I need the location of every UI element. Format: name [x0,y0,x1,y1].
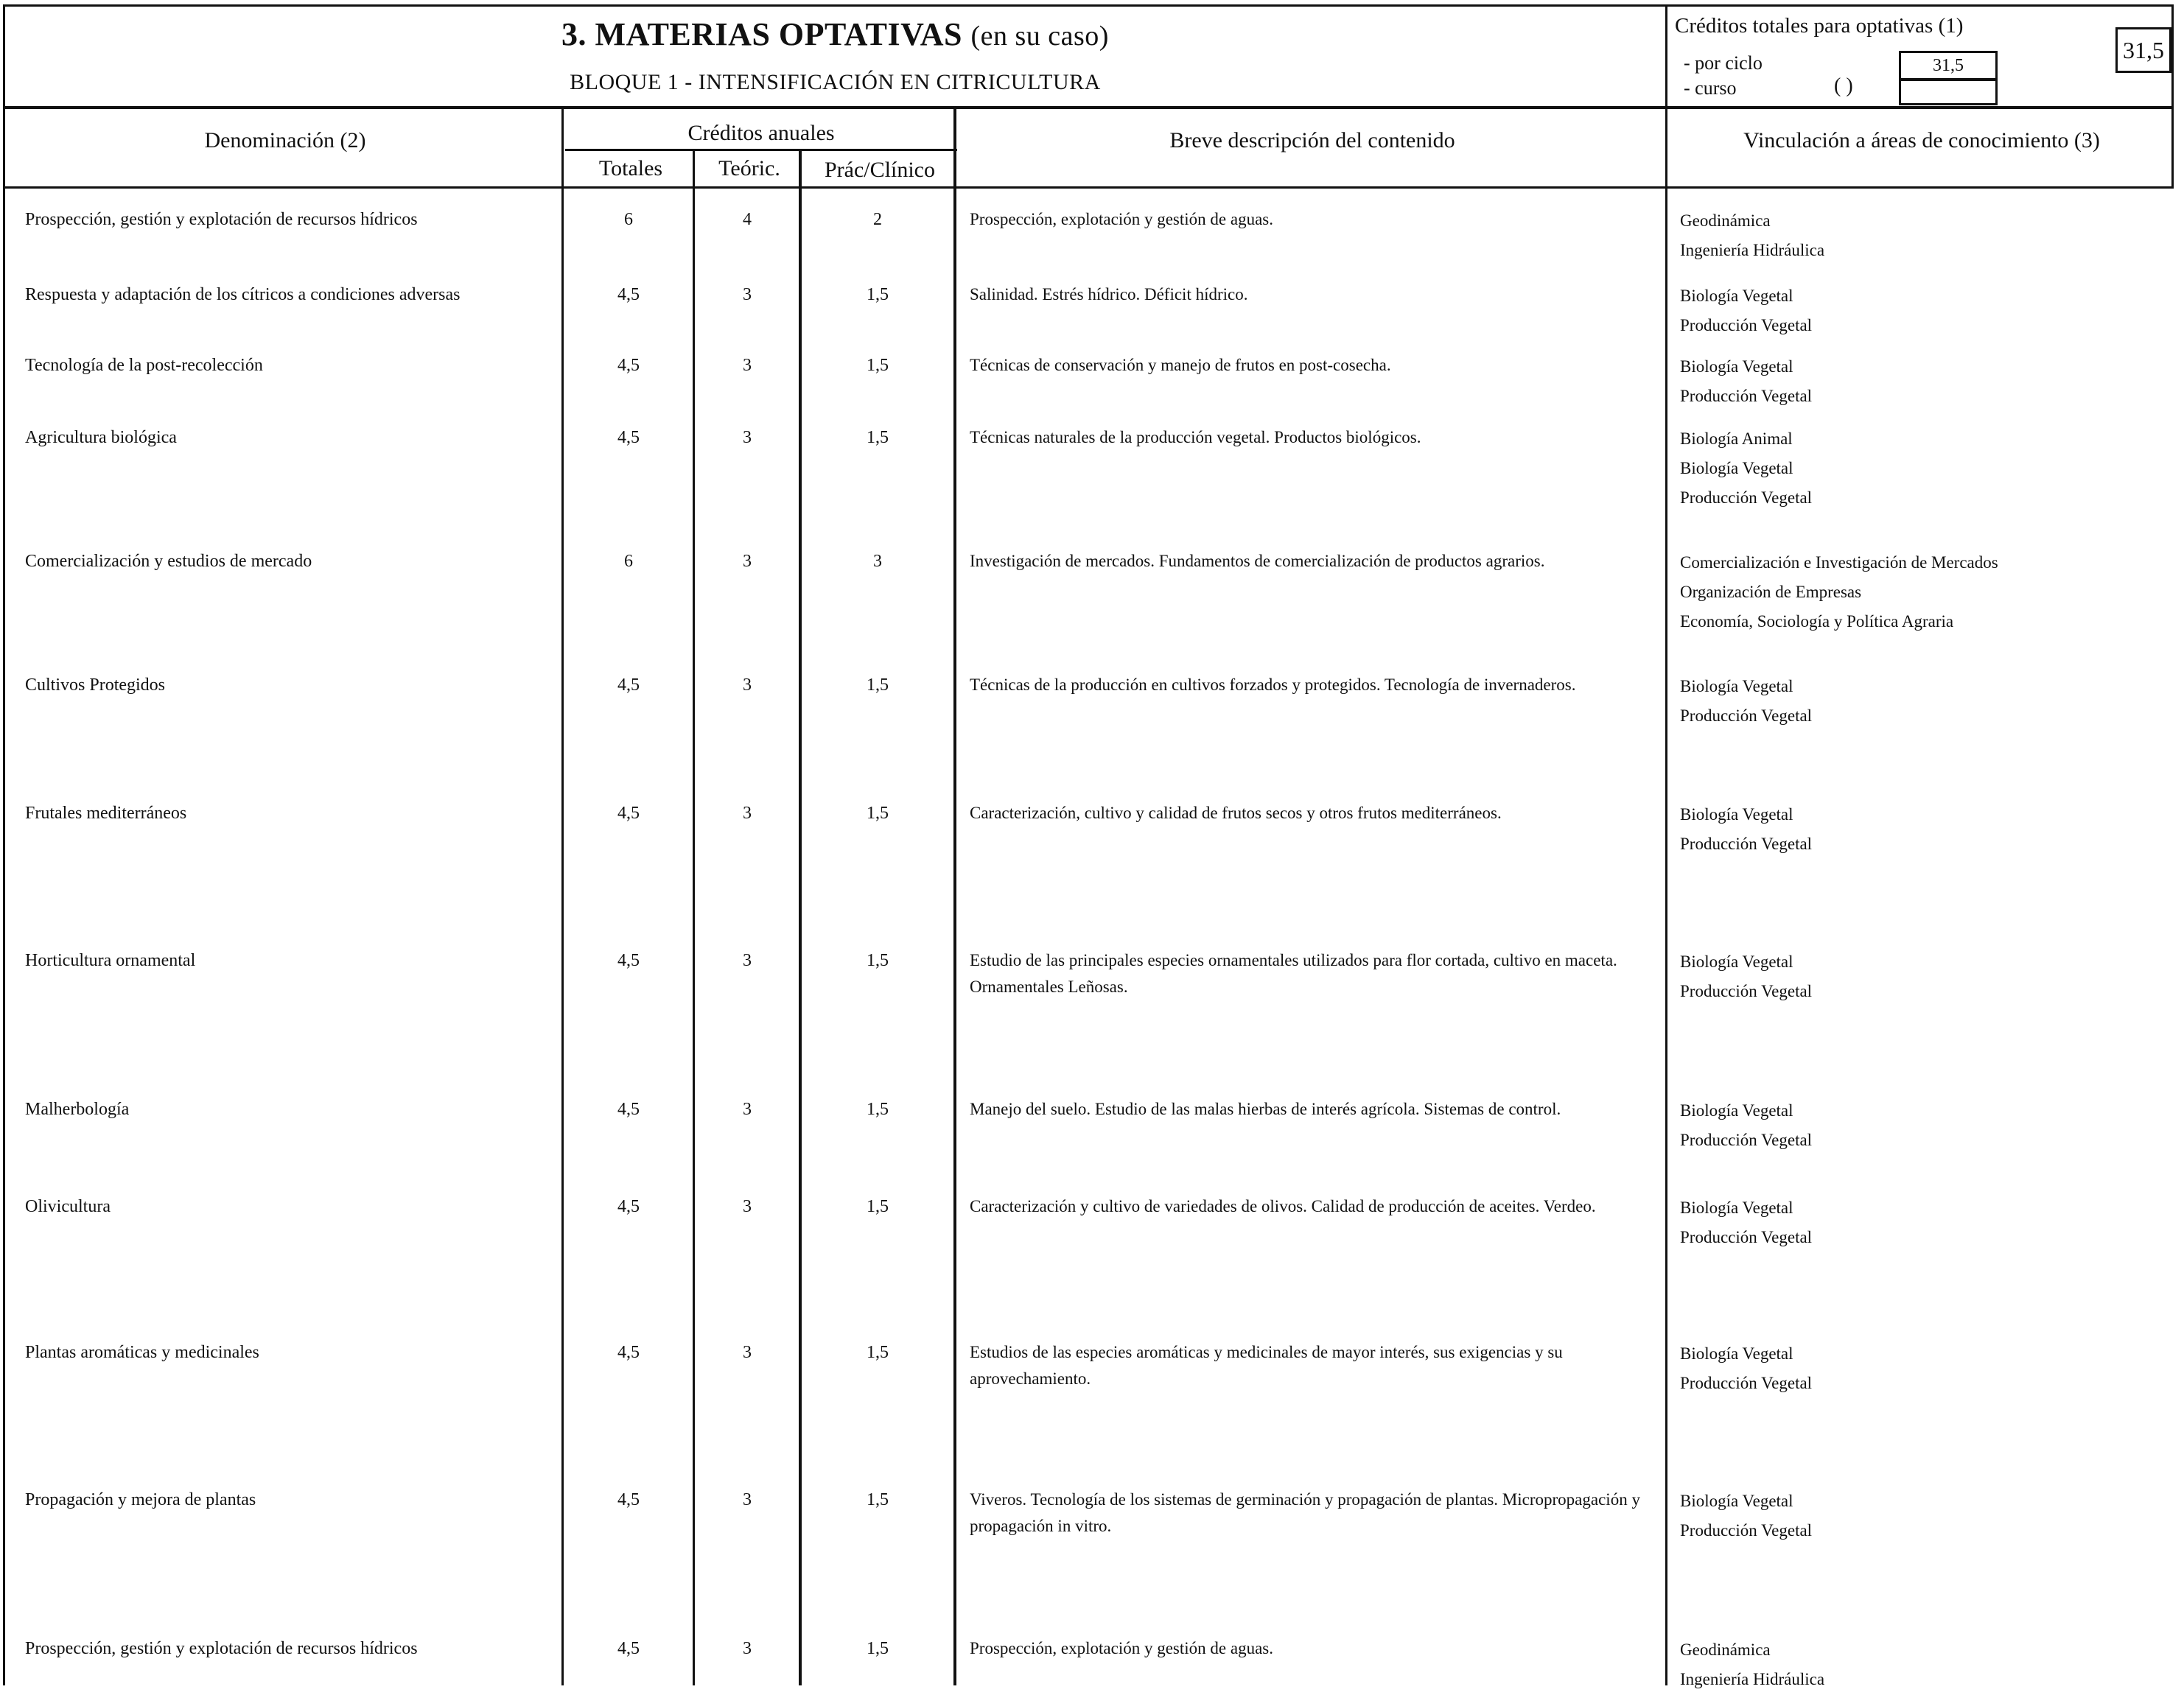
credits-theory: 3 [743,285,752,304]
knowledge-areas [1680,548,2166,636]
credits-practice: 1,5 [867,1490,889,1509]
content-description: Técnicas naturales de la producción vegetal. Productos biológicos. [970,428,1421,446]
knowledge-area: Ingeniería Hidráulica [1680,1670,1825,1688]
credits-practice: 1,5 [867,285,889,304]
por-ciclo-label: - por ciclo [1684,52,1763,74]
knowledge-area: Biología Vegetal [1680,1344,1793,1363]
content-description: Caracterización y cultivo de variedades de olivos. Calidad de producción de aceites. Verdeo. [970,1197,1596,1215]
knowledge-areas [1680,800,2166,859]
credits-theory: 3 [743,1343,752,1362]
credits-practice: 1,5 [867,951,889,970]
knowledge-areas [1680,947,2166,1006]
col-teoricos: Teóric. [718,156,780,180]
credits-summary [1667,7,2176,106]
knowledge-areas [1680,1487,2166,1545]
knowledge-area: Producción Vegetal [1680,835,1813,853]
subject-name: Plantas aromáticas y medicinales [25,1343,259,1362]
knowledge-area: Biología Vegetal [1680,1101,1793,1120]
col-creditos: Créditos anuales [687,121,835,145]
header-title-area [5,7,1667,106]
knowledge-area: Producción Vegetal [1680,706,1813,725]
knowledge-area: Comercialización e Investigación de Mercados [1680,553,1998,572]
credits-practice: 1,5 [867,1639,889,1658]
knowledge-areas [1680,1635,2166,1694]
content-description: Prospección, explotación y gestión de aguas. [970,210,1273,228]
credits-total: 6 [624,210,633,229]
content-description: Estudio de las principales especies ornamentales utilizados para flor cortada, cultivo en maceta. Ornamentales Leñosas. [970,951,1617,996]
credits-practice: 1,5 [867,1100,889,1119]
knowledge-area: Organización de Empresas [1680,583,1862,601]
knowledge-area: Biología Animal [1680,429,1793,448]
knowledge-area: Ingeniería Hidráulica [1680,241,1825,259]
knowledge-area: Producción Vegetal [1680,316,1813,334]
credits-total: 4,5 [617,428,640,447]
credits-total: 4,5 [617,675,640,695]
credits-practice: 1,5 [867,356,889,375]
curso-label: - curso [1684,77,1737,99]
col-descripcion: Breve descripción del contenido [1169,128,1455,152]
knowledge-areas [1680,206,2166,265]
content-description: Salinidad. Estrés hídrico. Déficit hídrico. [970,285,1248,303]
knowledge-area: Producción Vegetal [1680,1228,1813,1246]
page-title [5,15,1665,53]
optativas-table [3,189,2174,1691]
col-vinculacion: Vinculación a áreas de conocimiento (3) [1743,128,2100,152]
credits-total: 4,5 [617,951,640,970]
subject-name: Malherbología [25,1100,130,1119]
subject-name: Propagación y mejora de plantas [25,1490,256,1509]
credits-theory: 3 [743,951,752,970]
credits-total: 4,5 [617,1100,640,1119]
knowledge-area: Geodinámica [1680,1640,1771,1659]
total-credits-box: 31,5 [2115,27,2171,73]
knowledge-area: Biología Vegetal [1680,1199,1793,1217]
subject-name: Tecnología de la post-recolección [25,356,263,375]
por-ciclo-box: 31,5 [1899,51,1998,80]
credits-theory: 3 [743,1100,752,1119]
knowledge-area: Biología Vegetal [1680,1492,1793,1510]
credits-practice: 1,5 [867,1343,889,1362]
subject-name: Prospección, gestión y explotación de recursos hídricos [25,210,418,229]
knowledge-area: Biología Vegetal [1680,357,1793,376]
credits-practice: 2 [873,210,882,229]
credits-total: 4,5 [617,1490,640,1509]
credits-title: Créditos totales para optativas (1) [1675,14,1964,38]
knowledge-areas [1680,1193,2166,1252]
credits-theory: 3 [743,356,752,375]
content-description: Viveros. Tecnología de los sistemas de germinación y propagación de plantas. Micropropagación y propagación in vitro. [970,1490,1640,1535]
subject-name: Prospección, gestión y explotación de recursos hídricos [25,1639,418,1658]
credits-total: 4,5 [617,804,640,823]
col-practicos: Prác/Clínico [825,158,935,182]
content-description: Técnicas de conservación y manejo de frutos en post-cosecha. [970,356,1391,374]
credits-theory: 3 [743,675,752,695]
knowledge-area: Geodinámica [1680,211,1771,230]
knowledge-areas [1680,281,2166,340]
title-suffix: (en su caso) [970,21,1109,52]
knowledge-areas [1680,352,2166,411]
subject-name: Frutales mediterráneos [25,804,187,823]
credits-theory: 4 [743,210,752,229]
credits-practice: 1,5 [867,675,889,695]
col-denominacion: Denominación (2) [204,128,366,152]
curso-paren: ( ) [1834,74,1853,97]
credits-theory: 3 [743,804,752,823]
knowledge-area: Producción Vegetal [1680,1521,1813,1540]
knowledge-area: Economía, Sociología y Política Agraria [1680,612,1954,631]
credits-theory: 3 [743,1197,752,1216]
col-totales: Totales [598,156,663,180]
knowledge-areas [1680,1096,2166,1155]
credits-total: 4,5 [617,1197,640,1216]
content-description: Técnicas de la producción en cultivos forzados y protegidos. Tecnología de invernaderos. [970,675,1576,694]
credits-practice: 1,5 [867,428,889,447]
knowledge-area: Biología Vegetal [1680,805,1793,824]
subject-name: Cultivos Protegidos [25,675,166,695]
curso-box [1899,79,1998,105]
knowledge-areas [1680,424,2166,513]
knowledge-area: Producción Vegetal [1680,1374,1813,1392]
credits-theory: 3 [743,428,752,447]
content-description: Caracterización, cultivo y calidad de frutos secos y otros frutos mediterráneos. [970,804,1502,822]
knowledge-area: Producción Vegetal [1680,387,1813,405]
knowledge-area: Producción Vegetal [1680,1131,1813,1149]
credits-theory: 3 [743,1639,752,1658]
credits-total: 6 [624,552,633,571]
credits-practice: 3 [873,552,882,571]
title-main: 3. MATERIAS OPTATIVAS [561,16,962,52]
knowledge-areas [1680,672,2166,731]
knowledge-area: Producción Vegetal [1680,982,1813,1000]
subject-name: Agricultura biológica [25,428,177,447]
header-block [3,4,2174,109]
column-header [3,108,2174,189]
knowledge-area: Biología Vegetal [1680,287,1793,305]
knowledge-area: Biología Vegetal [1680,952,1793,971]
subject-name: Comercialización y estudios de mercado [25,552,312,571]
credits-total: 4,5 [617,1639,640,1658]
knowledge-area: Biología Vegetal [1680,677,1793,695]
block-subtitle: BLOQUE 1 - INTENSIFICACIÓN EN CITRICULTURA [570,70,1101,94]
subject-name: Respuesta y adaptación de los cítricos a condiciones adversas [25,285,461,304]
content-description: Manejo del suelo. Estudio de las malas hierbas de interés agrícola. Sistemas de control. [970,1100,1561,1118]
content-description: Estudios de las especies aromáticas y medicinales de mayor interés, sus exigencias y su aprovechamiento. [970,1343,1563,1388]
knowledge-area: Biología Vegetal [1680,459,1793,477]
knowledge-areas [1680,1339,2166,1398]
subject-name: Olivicultura [25,1197,111,1216]
credits-total: 4,5 [617,1343,640,1362]
content-description: Prospección, explotación y gestión de aguas. [970,1639,1273,1657]
credits-practice: 1,5 [867,1197,889,1216]
credits-theory: 3 [743,552,752,571]
credits-practice: 1,5 [867,804,889,823]
content-description: Investigación de mercados. Fundamentos de comercialización de productos agrarios. [970,552,1545,570]
credits-theory: 3 [743,1490,752,1509]
credits-total: 4,5 [617,285,640,304]
knowledge-area: Producción Vegetal [1680,488,1813,507]
subject-name: Horticultura ornamental [25,951,196,970]
creditos-subrule [565,149,957,151]
credits-total: 4,5 [617,356,640,375]
